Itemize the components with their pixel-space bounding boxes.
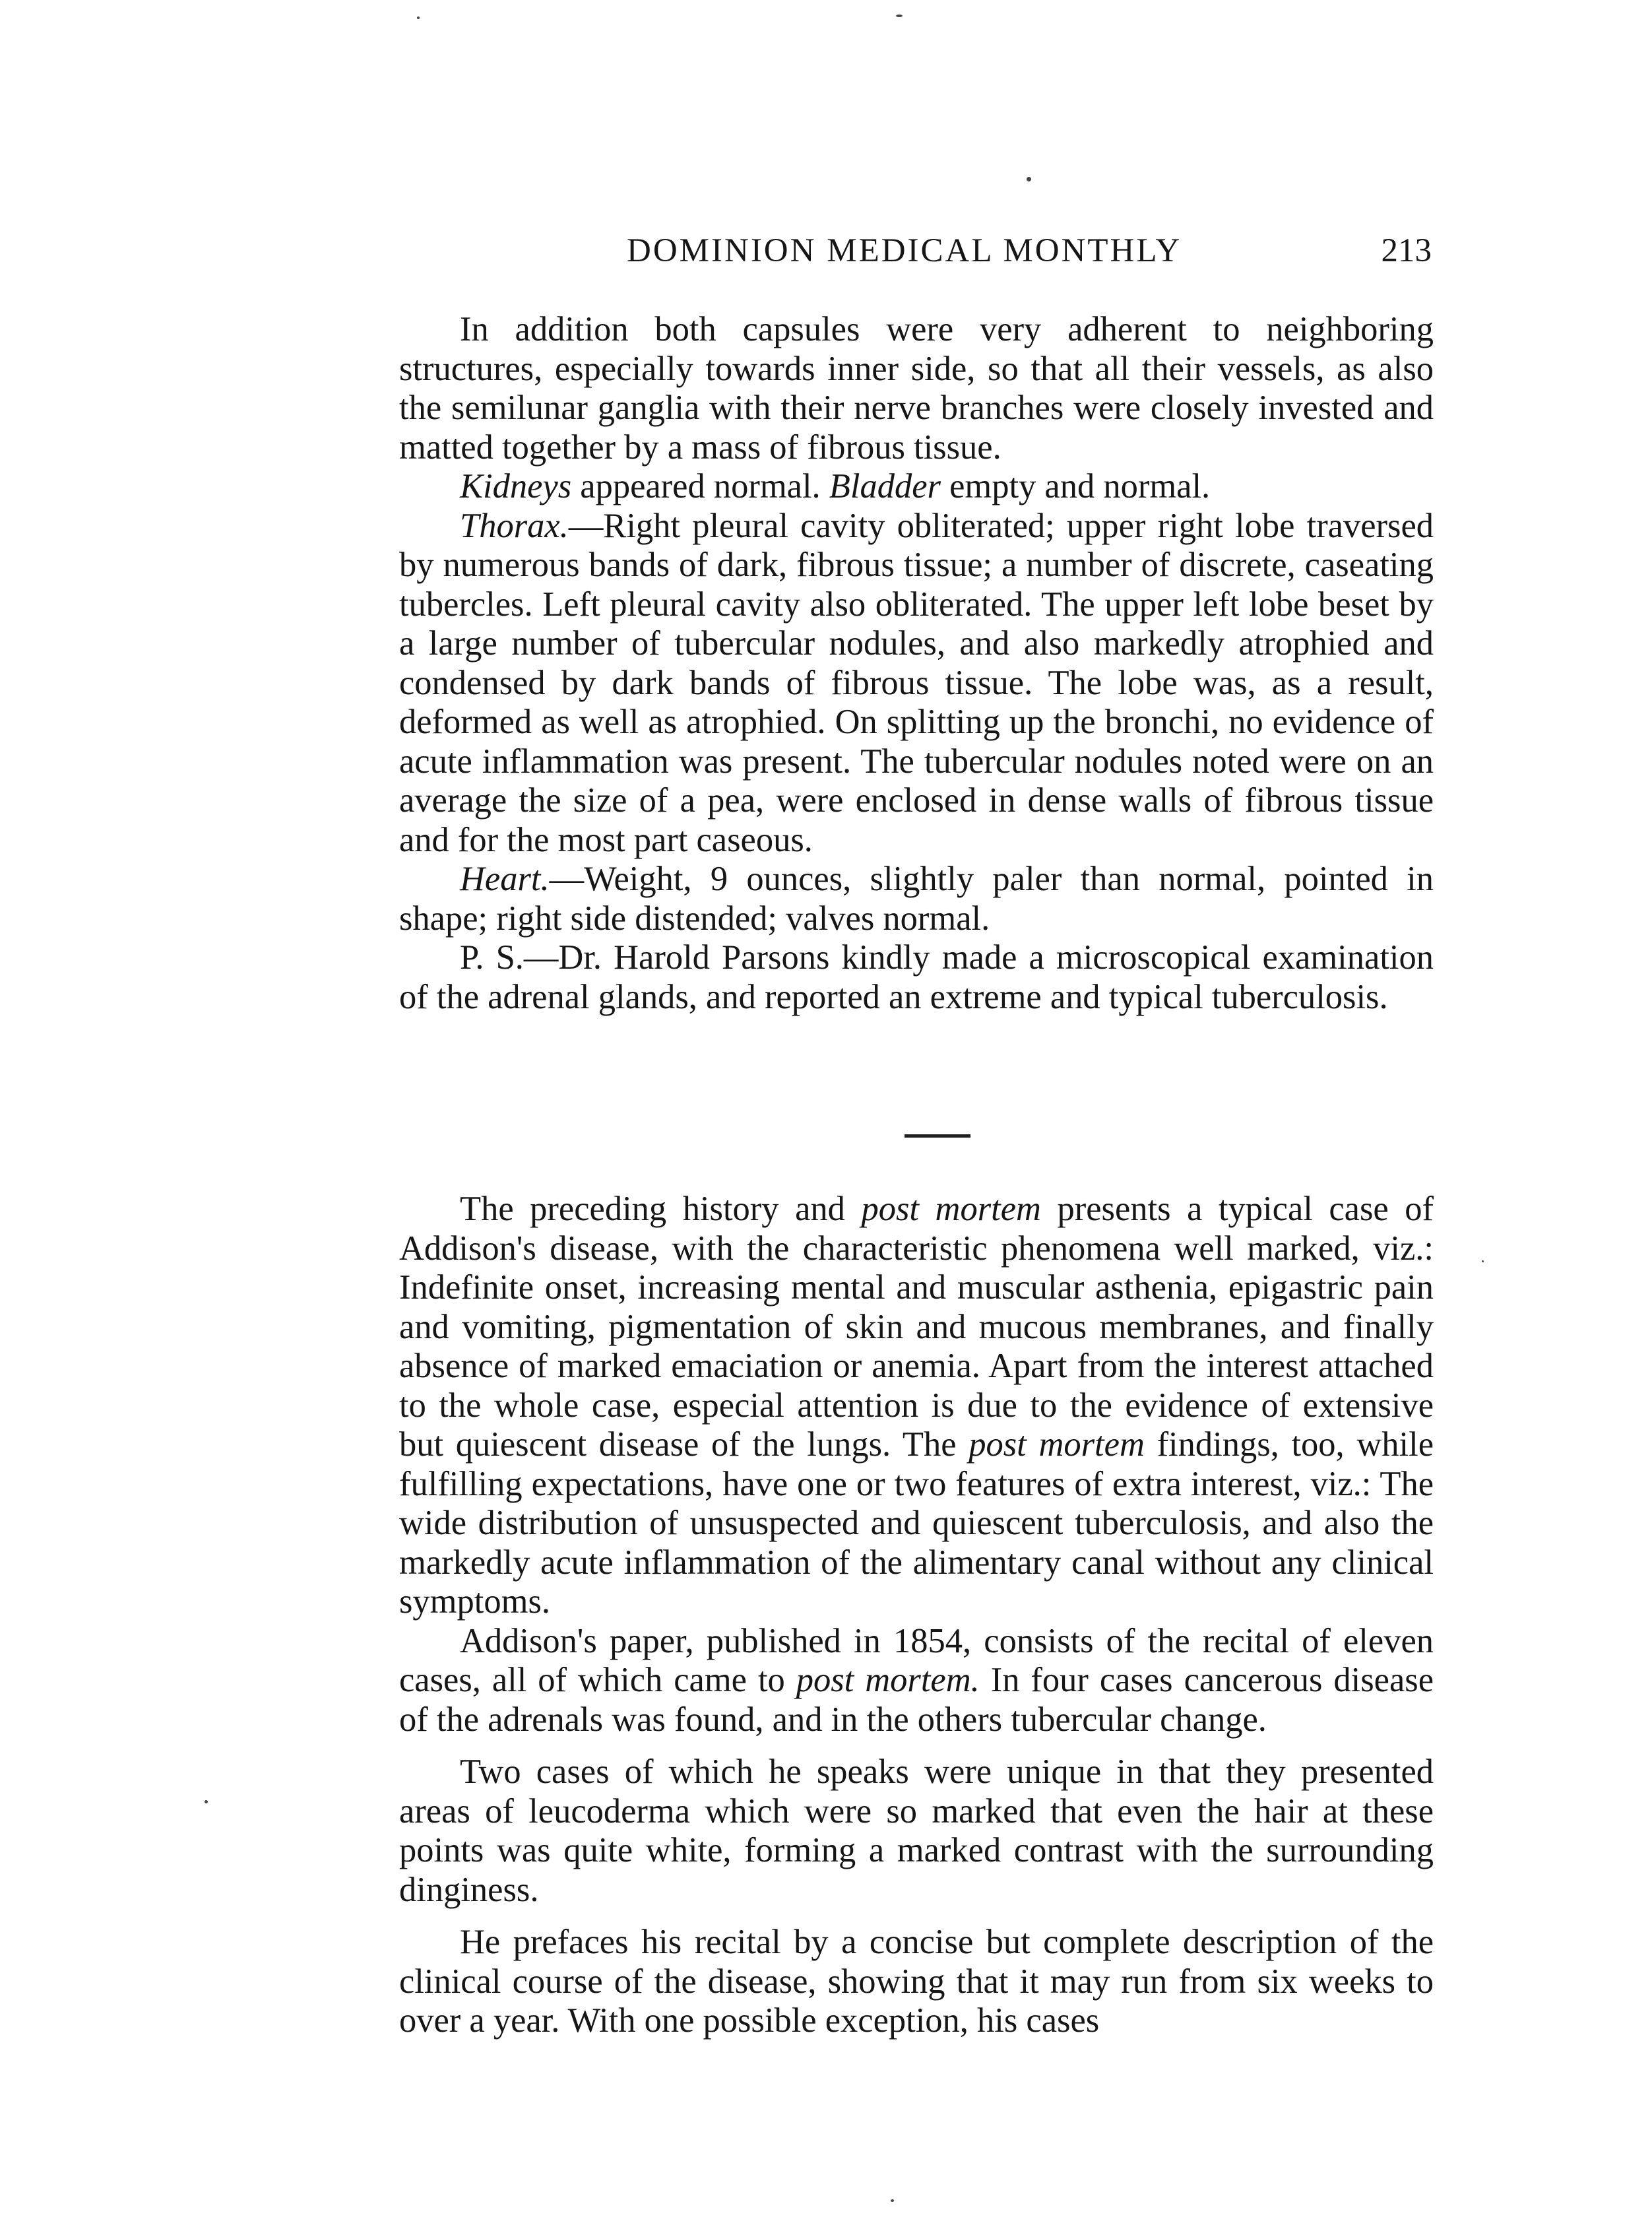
paragraph-postscript: P. S.—Dr. Harold Parsons kindly made a microscopical examination of the adrenal glands, and reported an extreme and typical tuberculosis. — [399, 938, 1434, 1016]
paragraph-clinical-course: He prefaces his recital by a concise but complete description of the clinical course of the disease, showing that it may run from six weeks to over a year. With one possible exception, his cases — [399, 1923, 1434, 2040]
scan-speck — [1482, 1260, 1484, 1262]
journal-title: DOMINION MEDICAL MONTHLY — [627, 232, 1182, 269]
section-divider — [905, 1134, 970, 1138]
scan-speck — [1027, 177, 1031, 181]
discussion-section — [399, 1190, 1434, 2041]
paragraph-addison-paper — [399, 1622, 1434, 1740]
discussion-text-a: The preceding history and — [460, 1190, 845, 1228]
addison-text-b: In four cases cancerous disease of the adrenals was found, and in the others tubercular change. — [399, 1661, 1434, 1739]
paragraph-thorax — [399, 507, 1434, 860]
discussion-text-b: presents a typical case of Addison's disease, with the characteristic phenomena well marked, viz.: Indefinite onset, increasing mental and muscular asthenia, epigastric pain and vomiting, pigmentation of skin and mucous membranes, and finally absence of marked emaciation or anemia. Apart from the interest attached to the whole case, especial attention is due to the evidence of extensive but quiescent disease of the lungs. The — [399, 1190, 1434, 1464]
kidneys-label: Kidneys — [460, 467, 572, 505]
paragraph-capsules: In addition both capsules were very adherent to neighboring structures, especially towards inner side, so that all their vessels, as also the semilunar ganglia with their nerve branches were closely invested and matted together by a mass of fibrous tissue. — [399, 310, 1434, 467]
paragraph-discussion — [399, 1190, 1434, 1622]
paragraph-kidneys-bladder — [399, 467, 1434, 507]
addison-text-a: Addison's paper, published in 1854, consists of the recital of eleven cases, all of which came to — [399, 1621, 1434, 1699]
heart-text: —Weight, 9 ounces, slightly paler than normal, pointed in shape; right side distended; valves normal. — [399, 860, 1434, 938]
discussion-italic-2: post mortem — [969, 1425, 1145, 1464]
discussion-text-c: findings, too, while fulfilling expectations, have one or two features of extra interest, viz.: The wide distribution of unsuspected and quiescent tuberculosis, and also the markedly acute inflammation of the alimentary canal without any clinical symptoms. — [399, 1425, 1434, 1621]
thorax-label: Thorax. — [460, 506, 569, 545]
scan-speck — [417, 16, 420, 19]
bladder-label: Bladder — [829, 467, 941, 505]
paragraph-leucoderma: Two cases of which he speaks were unique in that they presented areas of leucoderma which were so marked that even the hair at these points was quite white, forming a marked contrast with the surrounding dinginess. — [399, 1753, 1434, 1909]
page-number: 213 — [1381, 232, 1432, 269]
discussion-italic-1: post mortem — [861, 1190, 1041, 1228]
autopsy-findings-section — [399, 310, 1434, 1017]
bladder-text: empty and normal. — [949, 467, 1211, 505]
kidneys-text: appeared normal. — [580, 467, 821, 505]
paragraph-heart — [399, 860, 1434, 938]
addison-italic: post mortem. — [796, 1661, 980, 1699]
scan-speck — [205, 1800, 208, 1803]
scan-speck — [891, 2199, 894, 2202]
heart-label: Heart. — [460, 860, 550, 898]
running-head — [402, 228, 1432, 274]
scan-speck — [896, 15, 903, 17]
thorax-text: —Right pleural cavity obliterated; upper right lobe traversed by numerous bands of dark, fibrous tissue; a number of discrete, caseating tubercles. Left pleural cavity also obliterated. The upper left lobe beset by a large number of tubercular nodules, and also markedly atrophied and condensed by dark bands of fibrous tissue. The lobe was, as a result, deformed as well as atrophied. On splitting up the bronchi, no evidence of acute inflammation was present. The tubercular nodules noted were on an average the size of a pea, were enclosed in dense walls of fibrous tissue and for the most part caseous. — [399, 506, 1434, 859]
